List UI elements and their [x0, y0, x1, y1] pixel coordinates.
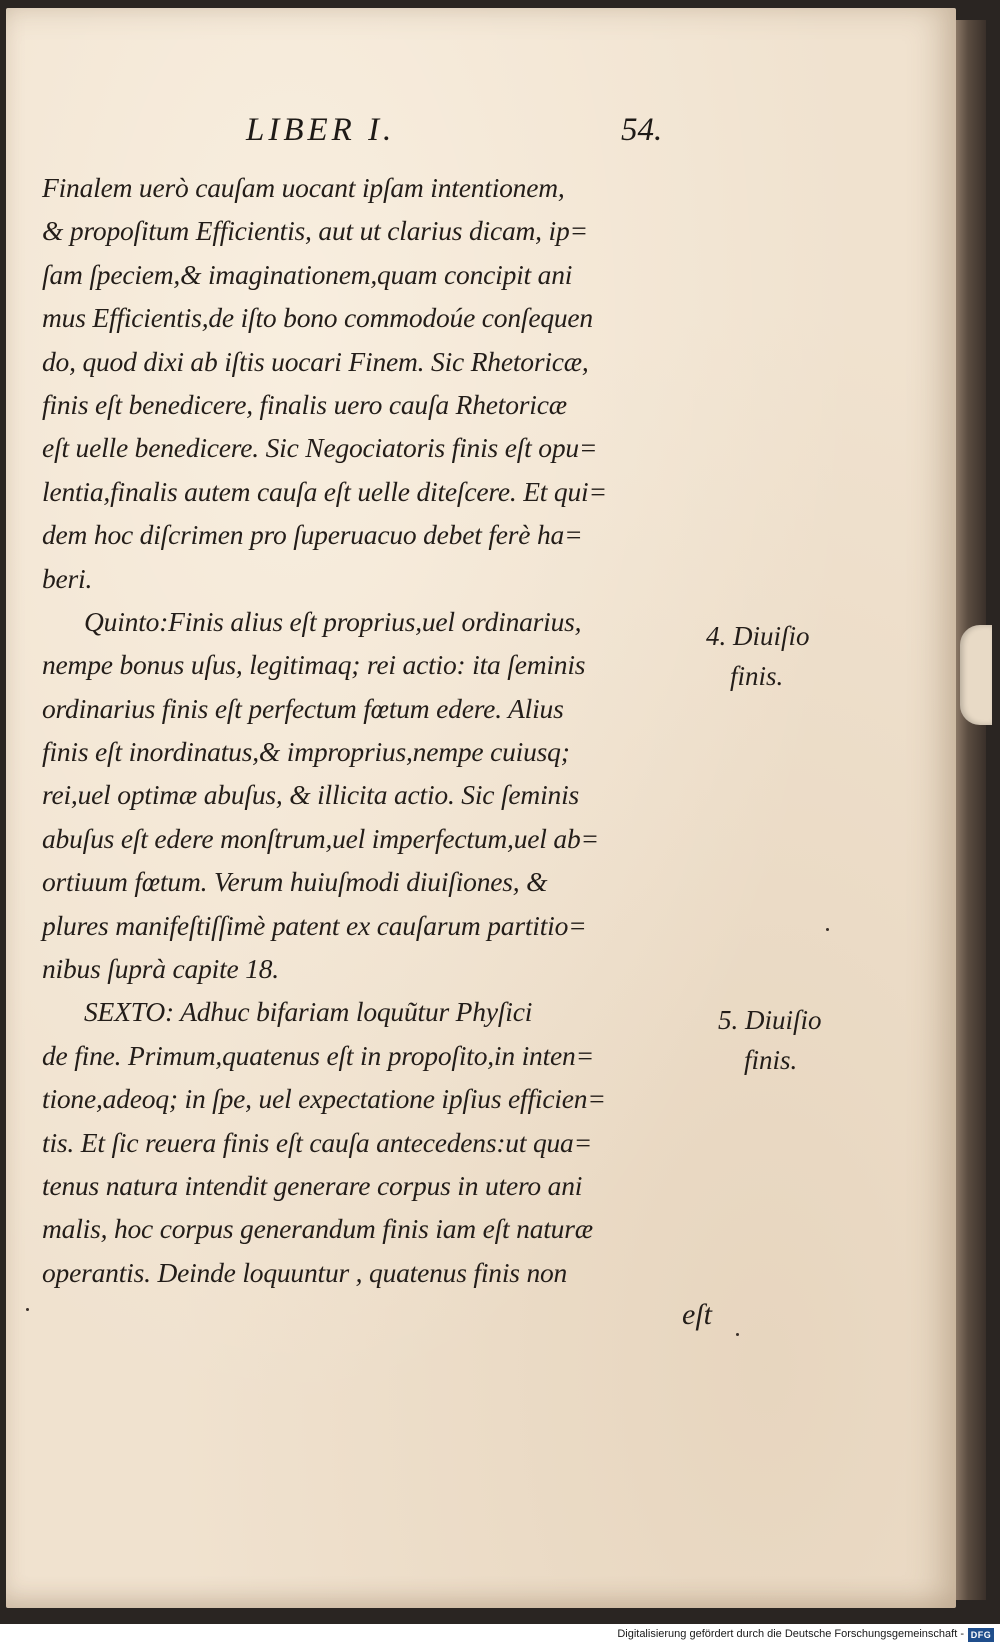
text-line: mus Efficientis,de iſto bono commodoúe conſequen [42, 302, 593, 334]
paper-speck [826, 928, 829, 931]
text-line: tione,adeoq; in ſpe, uel expectatione ipſius efficien= [42, 1083, 606, 1115]
paper-speck [26, 1308, 29, 1311]
margin-note-divisio-5 [718, 1000, 822, 1080]
page-tab [960, 625, 992, 725]
text-line: plures manifeſtiſſimè patent ex cauſarum partitio= [42, 909, 587, 941]
body-text [42, 166, 722, 1294]
book-fore-edge [956, 20, 986, 1600]
footer-bar [0, 1624, 1000, 1647]
book-page [6, 8, 956, 1608]
margin-note-label: finis. [744, 1045, 798, 1075]
text-line: lentia,finalis autem cauſa eſt uelle diteſcere. Et qui= [42, 475, 607, 507]
text-line: de fine. Primum,quatenus eſt in propoſito,in inten= [42, 1039, 594, 1071]
text-line: & propoſitum Efficientis, aut ut clarius dicam, ip= [42, 215, 588, 247]
text-line: eſt uelle benedicere. Sic Negociatoris finis eſt opu= [42, 432, 598, 464]
margin-note-label: finis. [730, 661, 784, 691]
text-line: finis eſt inordinatus,& improprius,nempe cuiusq; [42, 736, 570, 768]
text-line: ſam ſpeciem,& imaginationem,quam concipit ani [42, 258, 573, 290]
text-line: ordinarius finis eſt perfectum fœtum edere. Alius [42, 692, 564, 724]
dfg-logo: DFG [968, 1628, 994, 1642]
text-line: tis. Et ſic reuera finis eſt cauſa antecedens:ut qua= [42, 1126, 592, 1158]
margin-note-label: 4. Diuiſio [706, 621, 810, 651]
text-line: Quinto:Finis alius eſt proprius,uel ordinarius, [84, 605, 582, 637]
text-line: abuſus eſt edere monſtrum,uel imperfectum,uel ab= [42, 822, 599, 854]
page-number: 54. [621, 112, 663, 148]
text-line: malis, hoc corpus generandum finis iam eſt naturæ [42, 1213, 593, 1245]
text-line: Finalem uerò cauſam uocant ipſam intentionem, [42, 172, 565, 203]
catchword: eſt [682, 1298, 712, 1331]
text-line: finis eſt benedicere, finalis uero cauſa Rhetoricæ [42, 388, 567, 420]
margin-note-label: 5. Diuiſio [718, 1005, 822, 1035]
text-line: ortiuum fœtum. Verum huiuſmodi diuiſiones, & [42, 866, 548, 898]
text-line: beri. [42, 562, 93, 594]
text-line: rei,uel optimæ abuſus, & illicita actio. Sic ſeminis [42, 779, 580, 811]
running-head-title: LIBER I. [246, 112, 396, 148]
footer-credit: Digitalisierung gefördert durch die Deutsche Forschungsgemeinschaft - [617, 1628, 964, 1640]
text-line: SEXTO: Adhuc bifariam loquũtur Phyſici [84, 996, 533, 1028]
text-line: operantis. Deinde loquuntur , quatenus finis non [42, 1256, 568, 1288]
text-line: dem hoc diſcrimen pro ſuperuacuo debet ferè ha= [42, 519, 583, 551]
text-line: tenus natura intendit generare corpus in utero ani [42, 1169, 583, 1201]
text-line: nempe bonus uſus, legitimaq; rei actio: ita ſeminis [42, 649, 586, 681]
paper-speck [736, 1333, 739, 1336]
running-head [6, 112, 956, 162]
text-line: do, quod dixi ab iſtis uocari Finem. Sic Rhetoricæ, [42, 345, 589, 377]
margin-note-divisio-4 [706, 616, 810, 696]
text-line: nibus ſuprà capite 18. [42, 953, 279, 985]
